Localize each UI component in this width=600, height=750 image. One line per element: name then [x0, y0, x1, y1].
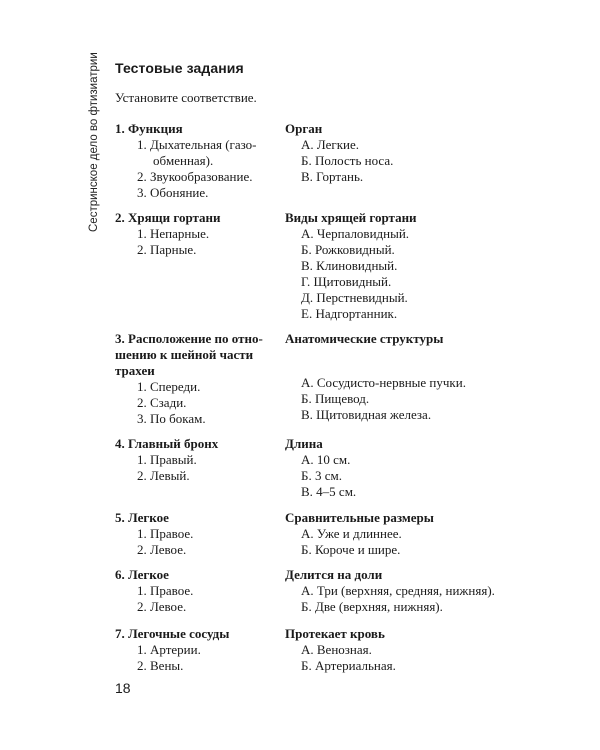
block-3-left-title: трахеи	[115, 363, 155, 378]
block-2-left-item: 1. Непарные.	[137, 226, 210, 241]
block-7-left	[115, 626, 280, 674]
block-2-right-item: Г. Щитовидный.	[301, 274, 392, 289]
block-2-right	[285, 210, 545, 322]
block-6-left-item: 1. Правое.	[137, 583, 194, 598]
block-7-right-title: Протекает кровь	[285, 626, 385, 641]
block-4-left-item: 1. Правый.	[137, 452, 197, 467]
block-4-right	[285, 436, 545, 500]
block-1-left-item: 3. Обоняние.	[137, 185, 209, 200]
block-3-left-item: 2. Сзади.	[137, 395, 187, 410]
block-4-right-item: В. 4–5 см.	[301, 484, 357, 499]
page-number: 18	[115, 680, 131, 696]
block-5-right-item: А. Уже и длиннее.	[301, 526, 402, 541]
block-2-right-item: Б. Рожковидный.	[301, 242, 395, 257]
block-1-left-continued	[115, 153, 280, 201]
block-5-right-title: Сравнительные размеры	[285, 510, 434, 525]
block-6-right	[285, 567, 565, 615]
block-3-right-item: А. Сосудисто-нервные пучки.	[301, 375, 466, 390]
block-3-right-item: В. Щитовидная железа.	[301, 407, 432, 422]
block-6-left-item: 2. Левое.	[137, 599, 187, 614]
block-1-right-title: Орган	[285, 121, 323, 136]
block-5-right-item: Б. Короче и шире.	[301, 542, 401, 557]
instruction-text: Установите соответствие.	[115, 90, 257, 105]
block-2-left-item: 2. Парные.	[137, 242, 197, 257]
block-1-right-item: А. Легкие.	[301, 137, 360, 152]
page-heading: Тестовые задания	[115, 60, 244, 76]
block-3-right	[285, 331, 545, 423]
block-5-left-item: 2. Левое.	[137, 542, 187, 557]
block-6-left-title: 6. Легкое	[115, 567, 169, 582]
block-2-right-item: Д. Перстневидный.	[301, 290, 408, 305]
block-5-left-item: 1. Правое.	[137, 526, 194, 541]
block-1-left-item-wrap: обменная).	[153, 153, 214, 168]
block-5-left-title: 5. Легкое	[115, 510, 169, 525]
block-1-left-item: 1. Дыхательная (газо-	[137, 137, 257, 152]
block-7-left-item: 1. Артерии.	[137, 642, 201, 657]
block-5-right	[285, 510, 545, 558]
block-1-right	[285, 121, 545, 185]
block-3-left	[115, 331, 280, 427]
block-4-left-item: 2. Левый.	[137, 468, 190, 483]
block-2-right-item: Е. Надгортанник.	[301, 306, 398, 321]
block-4-right-title: Длина	[285, 436, 323, 451]
block-1-left-title: 1. Функция	[115, 121, 183, 136]
block-1-right-item: Б. Полость носа.	[301, 153, 394, 168]
block-6-right-title: Делится на доли	[285, 567, 383, 582]
running-title: Сестринское дело во фтизиатрии	[88, 52, 100, 232]
block-4-right-item: А. 10 см.	[301, 452, 351, 467]
block-4-left-title: 4. Главный бронх	[115, 436, 219, 451]
block-2-right-item: В. Клиновидный.	[301, 258, 398, 273]
block-2-left-title: 2. Хрящи гортани	[115, 210, 221, 225]
block-4-right-item: Б. 3 см.	[301, 468, 342, 483]
block-3-left-item: 1. Спереди.	[137, 379, 201, 394]
block-5-left	[115, 510, 280, 558]
block-1-left	[115, 121, 280, 153]
block-1-left-item: 2. Звукообразование.	[137, 169, 253, 184]
block-6-left	[115, 567, 280, 615]
block-7-right-item: Б. Артериальная.	[301, 658, 396, 673]
block-7-right-item: А. Венозная.	[301, 642, 372, 657]
block-4-left	[115, 436, 280, 484]
block-2-right-item: А. Черпаловидный.	[301, 226, 410, 241]
block-7-left-title: 7. Легочные сосуды	[115, 626, 230, 641]
block-6-right-item: Б. Две (верхняя, нижняя).	[301, 599, 443, 614]
block-7-right	[285, 626, 545, 674]
block-6-right-item: А. Три (верхняя, средняя, нижняя).	[301, 583, 495, 598]
block-3-right-title: Анатомические структуры	[285, 331, 444, 346]
block-3-left-item: 3. По бокам.	[137, 411, 206, 426]
block-3-left-title: шению к шейной части	[115, 347, 254, 362]
block-1-right-item: В. Гортань.	[301, 169, 364, 184]
block-7-left-item: 2. Вены.	[137, 658, 184, 673]
block-3-right-item: Б. Пищевод.	[301, 391, 370, 406]
block-3-left-title: 3. Расположение по отно-	[115, 331, 263, 346]
block-2-right-title: Виды хрящей гортани	[285, 210, 417, 225]
block-2-left	[115, 210, 280, 258]
